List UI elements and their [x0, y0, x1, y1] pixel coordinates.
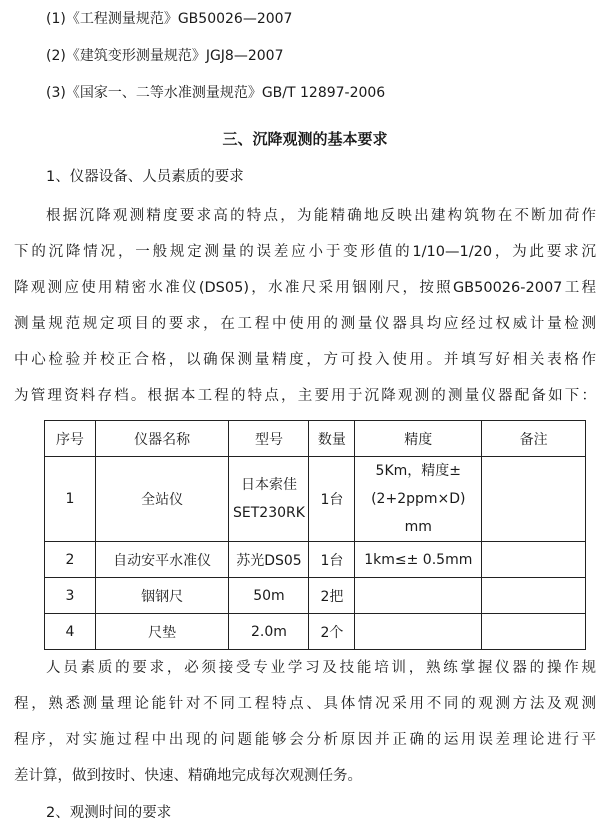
cell-precision — [355, 578, 482, 614]
reference-1: (1)《工程测量规范》GB50026—2007 — [46, 11, 293, 27]
paragraph-1-line: 中心检验并校正合格，以确保测量精度，方可投入使用。并填写好相关表格作 — [14, 352, 596, 368]
cell-no: 1 — [45, 457, 96, 542]
cell-name: 铟钢尺 — [95, 578, 229, 614]
cell-model-line: 日本索佳 — [240, 477, 297, 493]
header-note: 备注 — [482, 421, 586, 457]
table-row — [45, 614, 586, 650]
paragraph-1-line: 为管理资料存档。根据本工程的特点，主要用于沉降观测的测量仪器配备如下： — [14, 388, 596, 404]
cell-precision: 1km≤± 0.5mm — [355, 542, 482, 578]
paragraph-2-line: 程序，对实施过程中出现的问题能够会分析原因并正确的运用误差理论进行平 — [14, 732, 596, 748]
cell-note — [482, 578, 586, 614]
cell-model: 苏光DS05 — [229, 542, 309, 578]
table-row — [45, 457, 586, 542]
header-precision: 精度 — [355, 421, 482, 457]
cell-precision-line: 5Km，精度± — [375, 463, 462, 479]
cell-precision — [355, 614, 482, 650]
cell-no: 2 — [45, 542, 96, 578]
cell-note — [482, 614, 586, 650]
table-row — [45, 542, 586, 578]
header-model: 型号 — [229, 421, 309, 457]
cell-qty: 1台 — [309, 457, 355, 542]
cell-model-line: SET230RK — [233, 505, 305, 521]
paragraph-1-line: 降观测应使用精密水准仪(DS05)，水准尺采用铟刚尺，按照GB50026-2007工程 — [14, 280, 596, 296]
cell-precision — [355, 457, 482, 542]
paragraph-1-line: 测量规范规定项目的要求，在工程中使用的测量仪器具均应经过权威计量检测 — [14, 316, 596, 332]
paragraph-2-line: 人员素质的要求，必须接受专业学习及技能培训，熟练掌握仪器的操作规 — [46, 660, 596, 676]
cell-model — [229, 457, 309, 542]
table-header-row — [45, 421, 586, 457]
cell-qty: 2个 — [309, 614, 355, 650]
cell-name: 全站仪 — [95, 457, 229, 542]
subheading-1: 1、仪器设备、人员素质的要求 — [46, 169, 244, 185]
cell-no: 4 — [45, 614, 96, 650]
paragraph-2-line: 差计算，做到按时、快速、精确地完成每次观测任务。 — [14, 768, 362, 784]
cell-note — [482, 542, 586, 578]
table-row — [45, 578, 586, 614]
cell-model: 50m — [229, 578, 309, 614]
cell-qty: 1台 — [309, 542, 355, 578]
cell-note — [482, 457, 586, 542]
section-title: 三、沉降观测的基本要求 — [222, 130, 388, 148]
cell-model: 2.0m — [229, 614, 309, 650]
reference-2: (2)《建筑变形测量规范》JGJ8—2007 — [46, 48, 284, 64]
reference-3: (3)《国家一、二等水准测量规范》GB/T 12897-2006 — [46, 85, 386, 101]
cell-no: 3 — [45, 578, 96, 614]
cell-qty: 2把 — [309, 578, 355, 614]
cell-precision-line: (2+2ppm×D) mm — [371, 491, 466, 535]
subheading-2: 2、观测时间的要求 — [46, 805, 172, 821]
cell-name: 自动安平水准仪 — [95, 542, 229, 578]
header-name: 仪器名称 — [95, 421, 229, 457]
paragraph-2-line: 程，熟悉测量理论能针对不同工程特点、具体情况采用不同的观测方法及观测 — [14, 696, 596, 712]
paragraph-1-line: 根据沉降观测精度要求高的特点，为能精确地反映出建构筑物在不断加荷作 — [46, 208, 596, 224]
header-no: 序号 — [45, 421, 96, 457]
paragraph-1-line: 下的沉降情况，一般规定测量的误差应小于变形值的1/10—1/20，为此要求沉 — [14, 244, 596, 260]
instrument-table — [44, 420, 586, 650]
cell-name: 尺垫 — [95, 614, 229, 650]
header-qty: 数量 — [309, 421, 355, 457]
